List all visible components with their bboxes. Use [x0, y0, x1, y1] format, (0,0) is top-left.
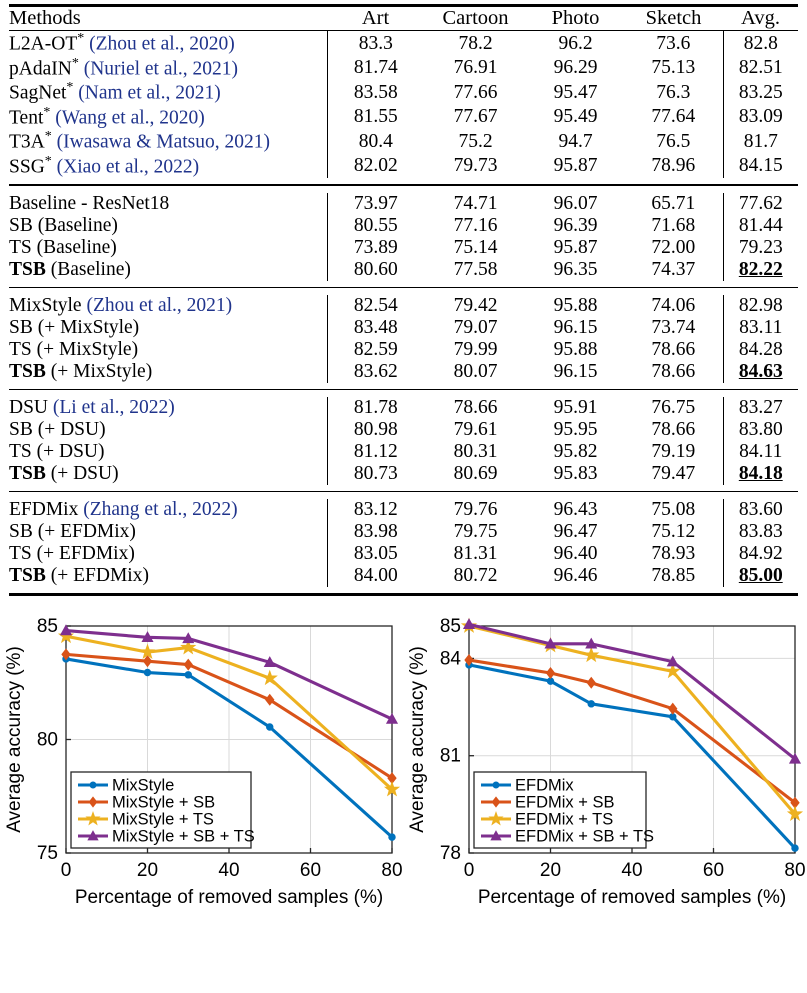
cell-sketch: 78.66	[651, 338, 696, 360]
cell-sketch: 75.13	[651, 57, 696, 79]
cell-art: 84.00	[327, 565, 424, 587]
x-tick-label: 20	[539, 860, 562, 882]
x-tick-label: 80	[381, 860, 403, 882]
table-row	[9, 193, 798, 215]
table-row	[9, 317, 798, 339]
cell-photo: 95.88	[553, 294, 598, 316]
group-gap	[9, 288, 798, 295]
table-row	[9, 361, 798, 383]
cell-art: 82.02	[327, 154, 424, 179]
legend-label: MixStyle	[112, 776, 175, 795]
column-header-avg: Avg.	[741, 7, 780, 29]
citation-link[interactable]: (Li et al., 2022)	[52, 397, 175, 419]
cell-sketch: 76.5	[656, 130, 691, 152]
cell-cartoon: 74.71	[453, 192, 498, 214]
group-separator-rule	[9, 178, 798, 185]
y-axis-label: Average accuracy (%)	[4, 646, 25, 834]
row-method-name: TS (+ EFDMix)	[9, 543, 135, 565]
marker-diamond	[184, 660, 192, 670]
y-tick-label: 80	[36, 729, 58, 751]
marker-circle	[792, 845, 798, 851]
table-row	[9, 419, 798, 441]
y-tick-label: 84	[439, 648, 461, 670]
cell-sketch: 79.47	[651, 463, 696, 485]
cell-photo: 95.82	[553, 441, 598, 463]
cell-art: 83.05	[327, 543, 424, 565]
marker-circle	[493, 783, 499, 789]
row-method-name: TSB (+ EFDMix)	[9, 565, 149, 587]
cell-sketch: 74.06	[651, 294, 696, 316]
cell-avg: 83.25	[723, 80, 798, 105]
y-tick-label: 75	[36, 843, 58, 865]
table-row	[9, 441, 798, 463]
x-tick-label: 40	[621, 860, 643, 882]
cell-avg: 82.51	[723, 56, 798, 81]
cell-avg: 85.00	[723, 565, 798, 587]
citation-link[interactable]: (Wang et al., 2020)	[50, 107, 205, 129]
cell-photo: 95.95	[553, 419, 598, 441]
x-tick-label: 80	[784, 860, 806, 882]
cell-cartoon: 75.2	[458, 130, 493, 152]
row-method-name: TSB (Baseline)	[9, 258, 131, 280]
cell-avg: 79.23	[723, 237, 798, 259]
table-row	[9, 237, 798, 259]
legend-label: EFDMix	[515, 776, 574, 795]
cell-art: 80.55	[327, 215, 424, 237]
cell-cartoon: 79.75	[453, 521, 498, 543]
cell-sketch: 74.37	[651, 258, 696, 280]
cell-avg: 82.98	[723, 295, 798, 317]
asterisk-marker: *	[66, 80, 74, 96]
cell-photo: 96.47	[553, 521, 598, 543]
group-separator-rule	[9, 485, 798, 492]
row-method-name: T3A* (Iwasawa & Matsuo, 2021)	[9, 129, 270, 153]
cell-cartoon: 80.72	[453, 565, 498, 587]
cell-photo: 95.88	[553, 338, 598, 360]
cell-cartoon: 79.61	[453, 419, 498, 441]
cell-avg: 84.11	[723, 441, 798, 463]
cell-cartoon: 78.66	[453, 397, 498, 419]
table-header	[9, 4, 798, 31]
column-header-cartoon: Cartoon	[442, 7, 509, 29]
cell-photo: 96.40	[553, 543, 598, 565]
cell-cartoon: 79.42	[453, 294, 498, 316]
cell-cartoon: 76.91	[453, 57, 498, 79]
table-row	[9, 543, 798, 565]
row-method-name: DSU (Li et al., 2022)	[9, 397, 175, 419]
cell-photo: 94.7	[558, 130, 593, 152]
cell-photo: 95.87	[553, 236, 598, 258]
cell-cartoon: 81.31	[453, 543, 498, 565]
y-tick-label: 78	[439, 843, 461, 865]
row-method-name: Tent* (Wang et al., 2020)	[9, 104, 205, 129]
x-axis-label: Percentage of removed samples (%)	[74, 887, 384, 909]
cell-cartoon: 79.07	[453, 316, 498, 338]
row-method-name: MixStyle (Zhou et al., 2021)	[9, 294, 233, 316]
citation-link[interactable]: (Nuriel et al., 2021)	[78, 58, 239, 80]
cell-cartoon: 80.07	[453, 360, 498, 382]
cell-avg: 83.83	[723, 521, 798, 543]
cell-avg: 83.27	[723, 397, 798, 419]
cell-art: 82.54	[327, 295, 424, 317]
cell-avg: 81.7	[723, 129, 798, 154]
cell-sketch: 78.85	[651, 565, 696, 587]
y-tick-label: 85	[36, 616, 58, 638]
cell-art: 83.48	[327, 317, 424, 339]
cell-art: 80.4	[327, 129, 424, 154]
cell-avg: 84.18	[723, 463, 798, 485]
cell-art: 80.60	[327, 259, 424, 281]
cell-art: 81.55	[327, 105, 424, 130]
cell-cartoon: 77.58	[453, 258, 498, 280]
table-row	[9, 397, 798, 419]
marker-circle	[144, 670, 150, 676]
table-row	[9, 499, 798, 521]
cell-photo: 95.91	[553, 397, 598, 419]
results-table	[9, 4, 798, 596]
column-header-sketch: Sketch	[645, 7, 702, 29]
cell-photo: 96.29	[553, 57, 598, 79]
cell-sketch: 79.19	[651, 441, 696, 463]
cell-sketch: 73.74	[651, 316, 696, 338]
cell-sketch: 78.96	[651, 155, 696, 177]
x-tick-label: 0	[60, 860, 72, 882]
table-row	[9, 105, 798, 130]
cell-sketch: 76.3	[656, 81, 691, 103]
marker-circle	[389, 834, 395, 840]
marker-diamond	[143, 656, 151, 666]
cell-photo: 96.35	[553, 258, 598, 280]
header-row	[9, 7, 798, 30]
cell-art: 83.12	[327, 499, 424, 521]
x-tick-label: 0	[463, 860, 475, 882]
cell-photo: 96.15	[553, 360, 598, 382]
cell-cartoon: 77.67	[453, 106, 498, 128]
cell-cartoon: 80.69	[453, 463, 498, 485]
cell-avg: 83.80	[723, 419, 798, 441]
cell-art: 83.98	[327, 521, 424, 543]
citation-link[interactable]: (Xiao et al., 2022)	[51, 156, 200, 178]
marker-diamond	[546, 668, 554, 678]
figures-row	[0, 610, 807, 910]
row-method-name: Baseline - ResNet18	[9, 192, 170, 214]
cell-photo: 96.39	[553, 214, 598, 236]
group-gap	[9, 390, 798, 397]
cell-avg: 83.09	[723, 105, 798, 130]
row-method-name: SB (Baseline)	[9, 214, 118, 236]
row-method-name: SB (+ MixStyle)	[9, 316, 140, 338]
figure-mixstyle	[0, 610, 403, 910]
cell-avg: 84.28	[723, 339, 798, 361]
cell-avg: 83.60	[723, 499, 798, 521]
cell-avg: 82.22	[723, 259, 798, 281]
row-method-name: TSB (+ DSU)	[9, 463, 119, 485]
citation-link[interactable]: (Zhou et al., 2021)	[86, 294, 233, 316]
legend-label: EFDMix + SB + TS	[515, 827, 655, 846]
cell-photo: 96.46	[553, 565, 598, 587]
cell-cartoon: 79.99	[453, 338, 498, 360]
asterisk-marker: *	[71, 55, 79, 71]
group-gap	[9, 186, 798, 193]
column-header-methods: Methods	[9, 7, 81, 29]
x-tick-label: 40	[218, 860, 240, 882]
chart-legend	[474, 772, 654, 848]
cell-cartoon: 79.73	[453, 155, 498, 177]
table-row	[9, 339, 798, 361]
cell-photo: 95.47	[553, 81, 598, 103]
row-method-name: SB (+ DSU)	[9, 419, 106, 441]
cell-sketch: 76.75	[651, 397, 696, 419]
figure-efdmix	[403, 610, 806, 910]
cell-art: 73.89	[327, 237, 424, 259]
asterisk-marker: *	[77, 31, 85, 47]
marker-circle	[185, 672, 191, 678]
cell-art: 83.62	[327, 361, 424, 383]
table-row	[9, 259, 798, 281]
cell-sketch: 72.00	[651, 236, 696, 258]
marker-star	[585, 649, 598, 662]
chart-mixstyle	[0, 610, 403, 910]
group-separator-rule	[9, 587, 798, 596]
row-method-name: L2A-OT* (Zhou et al., 2020)	[9, 31, 235, 55]
table-row	[9, 80, 798, 105]
cell-avg: 84.92	[723, 543, 798, 565]
cell-avg: 84.63	[723, 361, 798, 383]
legend-label: MixStyle + SB + TS	[112, 827, 255, 846]
column-header-art: Art	[361, 7, 390, 29]
cell-sketch: 75.12	[651, 521, 696, 543]
legend-label: EFDMix + TS	[515, 810, 614, 829]
cell-avg: 84.15	[723, 154, 798, 179]
x-axis-label: Percentage of removed samples (%)	[477, 887, 787, 909]
asterisk-marker: *	[43, 104, 51, 120]
row-method-name: SagNet* (Nam et al., 2021)	[9, 80, 221, 104]
group-separator-rule	[9, 383, 798, 390]
chart-legend	[71, 772, 255, 848]
row-method-name: SB (+ EFDMix)	[9, 521, 136, 543]
cell-photo: 96.2	[558, 32, 593, 54]
y-tick-label: 81	[439, 746, 461, 768]
cell-sketch: 78.93	[651, 543, 696, 565]
cell-art: 81.12	[327, 441, 424, 463]
table-row	[9, 56, 798, 81]
citation-link[interactable]: (Nam et al., 2021)	[73, 82, 221, 104]
marker-circle	[267, 724, 273, 730]
legend-label: MixStyle + SB	[112, 793, 216, 812]
x-tick-label: 60	[299, 860, 322, 882]
cell-cartoon: 79.76	[453, 499, 498, 521]
cell-photo: 96.15	[553, 316, 598, 338]
cell-sketch: 78.66	[651, 360, 696, 382]
marker-diamond	[587, 678, 595, 688]
column-header-photo: Photo	[551, 7, 600, 29]
cell-photo: 96.43	[553, 499, 598, 521]
cell-art: 83.3	[327, 31, 424, 56]
cell-sketch: 75.08	[651, 499, 696, 521]
table-row	[9, 215, 798, 237]
cell-avg: 81.44	[723, 215, 798, 237]
cell-art: 81.74	[327, 56, 424, 81]
cell-sketch: 78.66	[651, 419, 696, 441]
group-separator-rule	[9, 281, 798, 288]
cell-avg: 83.11	[723, 317, 798, 339]
row-method-name: TS (Baseline)	[9, 236, 117, 258]
legend-label: EFDMix + SB	[515, 793, 615, 812]
legend-label: MixStyle + TS	[112, 810, 214, 829]
row-method-name: EFDMix (Zhang et al., 2022)	[9, 499, 238, 521]
cell-cartoon: 80.31	[453, 441, 498, 463]
cell-avg: 77.62	[723, 193, 798, 215]
y-axis-label: Average accuracy (%)	[407, 646, 428, 834]
y-tick-label: 85	[439, 616, 461, 638]
marker-circle	[90, 783, 96, 789]
citation-link[interactable]: (Iwasawa & Matsuo, 2021)	[51, 131, 270, 153]
cell-sketch: 73.6	[656, 32, 691, 54]
cell-cartoon: 77.66	[453, 81, 498, 103]
row-method-name: TS (+ DSU)	[9, 441, 105, 463]
cell-art: 82.59	[327, 339, 424, 361]
table-row	[9, 463, 798, 485]
cell-art: 80.73	[327, 463, 424, 485]
cell-art: 81.78	[327, 397, 424, 419]
x-tick-label: 60	[702, 860, 725, 882]
asterisk-marker: *	[44, 153, 52, 169]
table-row	[9, 521, 798, 543]
cell-photo: 95.87	[553, 155, 598, 177]
cell-photo: 96.07	[553, 192, 598, 214]
x-tick-label: 20	[136, 860, 159, 882]
cell-sketch: 71.68	[651, 214, 696, 236]
cell-photo: 95.49	[553, 106, 598, 128]
citation-link[interactable]: (Zhou et al., 2020)	[84, 33, 235, 55]
cell-cartoon: 78.2	[458, 32, 493, 54]
table-body	[9, 31, 798, 596]
row-method-name: TSB (+ MixStyle)	[9, 360, 153, 382]
chart-efdmix	[403, 610, 806, 910]
table-row	[9, 565, 798, 587]
marker-circle	[588, 701, 594, 707]
citation-link[interactable]: (Zhang et al., 2022)	[83, 499, 238, 521]
cell-sketch: 65.71	[651, 192, 696, 214]
cell-art: 80.98	[327, 419, 424, 441]
table-row	[9, 154, 798, 179]
cell-avg: 82.8	[723, 31, 798, 56]
table-row	[9, 31, 798, 56]
row-method-name: pAdaIN* (Nuriel et al., 2021)	[9, 55, 239, 80]
cell-cartoon: 77.16	[453, 214, 498, 236]
cell-photo: 95.83	[553, 463, 598, 485]
asterisk-marker: *	[44, 129, 52, 145]
cell-art: 73.97	[327, 193, 424, 215]
table-row	[9, 295, 798, 317]
row-method-name: TS (+ MixStyle)	[9, 338, 139, 360]
table-row	[9, 129, 798, 154]
cell-sketch: 77.64	[651, 106, 696, 128]
group-gap	[9, 492, 798, 499]
cell-cartoon: 75.14	[453, 236, 498, 258]
row-method-name: SSG* (Xiao et al., 2022)	[9, 153, 200, 178]
cell-art: 83.58	[327, 80, 424, 105]
